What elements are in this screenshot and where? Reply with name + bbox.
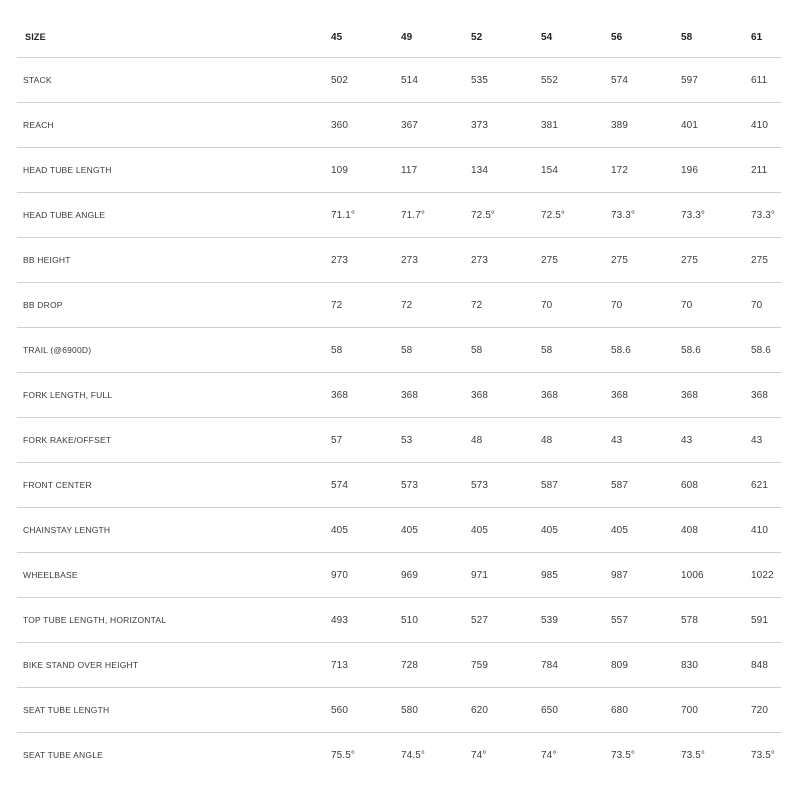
- row-label: TOP TUBE LENGTH, HORIZONTAL: [17, 598, 331, 643]
- table-cell: 43: [681, 418, 751, 463]
- table-cell: 275: [751, 238, 781, 283]
- table-cell: 728: [401, 643, 471, 688]
- table-row: [17, 733, 781, 778]
- table-row: [17, 58, 781, 103]
- table-cell: 53: [401, 418, 471, 463]
- table-cell: 117: [401, 148, 471, 193]
- table-cell: 58: [401, 328, 471, 373]
- row-label: FRONT CENTER: [17, 463, 331, 508]
- table-row: [17, 463, 781, 508]
- table-cell: 560: [331, 688, 401, 733]
- table-row: [17, 238, 781, 283]
- table-cell: 72: [471, 283, 541, 328]
- table-cell: 608: [681, 463, 751, 508]
- table-cell: 591: [751, 598, 781, 643]
- table-cell: 373: [471, 103, 541, 148]
- table-cell: 720: [751, 688, 781, 733]
- table-cell: 70: [611, 283, 681, 328]
- table-cell: 1006: [681, 553, 751, 598]
- table-row: [17, 553, 781, 598]
- table-cell: 368: [471, 373, 541, 418]
- table-cell: 700: [681, 688, 751, 733]
- table-cell: 784: [541, 643, 611, 688]
- table-cell: 72.5°: [471, 193, 541, 238]
- table-cell: 58: [541, 328, 611, 373]
- table-cell: 580: [401, 688, 471, 733]
- table-cell: 405: [541, 508, 611, 553]
- table-cell: 830: [681, 643, 751, 688]
- table-cell: 273: [331, 238, 401, 283]
- table-cell: 58: [331, 328, 401, 373]
- table-cell: 620: [471, 688, 541, 733]
- table-cell: 360: [331, 103, 401, 148]
- table-cell: 410: [751, 508, 781, 553]
- table-cell: 574: [331, 463, 401, 508]
- table-cell: 573: [471, 463, 541, 508]
- table-cell: 368: [541, 373, 611, 418]
- table-cell: 527: [471, 598, 541, 643]
- table-cell: 70: [751, 283, 781, 328]
- table-cell: 74°: [541, 749, 557, 761]
- table-cell: 72.5°: [541, 193, 611, 238]
- size-header-cell: 61: [751, 17, 781, 58]
- table-cell: 680: [611, 688, 681, 733]
- table-row: [17, 283, 781, 328]
- row-label: FORK LENGTH, FULL: [17, 373, 331, 418]
- size-header-cell: 54: [541, 17, 611, 58]
- row-label: SEAT TUBE LENGTH: [17, 688, 331, 733]
- header-row: [17, 17, 781, 58]
- table-row: [17, 688, 781, 733]
- table-row: [17, 418, 781, 463]
- table-cell: 73.3°: [751, 193, 781, 238]
- table-cell: 970: [331, 553, 401, 598]
- table-cell: 587: [611, 463, 681, 508]
- table-cell: 73.5°: [681, 749, 705, 761]
- size-header-cell: 49: [401, 17, 471, 58]
- table-cell: 57: [331, 418, 401, 463]
- size-header-cell: 45: [331, 17, 401, 58]
- table-cell: 273: [471, 238, 541, 283]
- table-row: [17, 148, 781, 193]
- table-cell: 969: [401, 553, 471, 598]
- table-cell: 587: [541, 463, 611, 508]
- table-cell: 273: [401, 238, 471, 283]
- table-cell: 650: [541, 688, 611, 733]
- table-cell: 154: [541, 148, 611, 193]
- table-cell: 405: [331, 508, 401, 553]
- table-cell: 405: [611, 508, 681, 553]
- table-row: [17, 643, 781, 688]
- table-cell: 539: [541, 598, 611, 643]
- table-cell: 557: [611, 598, 681, 643]
- table-cell: 74.5°: [401, 749, 425, 761]
- table-cell: 401: [681, 103, 751, 148]
- table-cell: 58.6: [751, 328, 781, 373]
- table-cell: 502: [331, 58, 401, 103]
- table-cell: 43: [611, 418, 681, 463]
- table-cell: 368: [401, 373, 471, 418]
- table-cell: 410: [751, 103, 781, 148]
- table-cell: 73.3°: [681, 193, 751, 238]
- geometry-table: [17, 17, 781, 777]
- table-cell: 597: [681, 58, 751, 103]
- table-cell: 552: [541, 58, 611, 103]
- table-cell: 985: [541, 553, 611, 598]
- table-cell: 621: [751, 463, 781, 508]
- table-row: [17, 193, 781, 238]
- table-cell: 75.5°: [331, 749, 355, 761]
- row-label: REACH: [17, 103, 331, 148]
- table-cell: 389: [611, 103, 681, 148]
- table-cell: 987: [611, 553, 681, 598]
- row-label: FORK RAKE/OFFSET: [17, 418, 331, 463]
- table-cell: 275: [541, 238, 611, 283]
- table-cell: 713: [331, 643, 401, 688]
- size-header-cell: 58: [681, 17, 751, 58]
- table-cell: 73.5°: [611, 749, 635, 761]
- table-cell: 405: [401, 508, 471, 553]
- table-cell: 48: [541, 418, 611, 463]
- table-cell: 73.3°: [611, 193, 681, 238]
- row-label: STACK: [17, 58, 331, 103]
- row-label: WHEELBASE: [17, 553, 331, 598]
- row-label: CHAINSTAY LENGTH: [17, 508, 331, 553]
- table-cell: 196: [681, 148, 751, 193]
- table-cell: 573: [401, 463, 471, 508]
- table-cell: 71.1°: [331, 193, 401, 238]
- table-cell: 71.7°: [401, 193, 471, 238]
- table-cell: 367: [401, 103, 471, 148]
- table-body: [17, 58, 781, 778]
- table-cell: 381: [541, 103, 611, 148]
- row-label: HEAD TUBE LENGTH: [17, 148, 331, 193]
- row-label: BB HEIGHT: [17, 238, 331, 283]
- table-cell: 48: [471, 418, 541, 463]
- table-cell: 58: [471, 328, 541, 373]
- table-row: [17, 373, 781, 418]
- table-row: [17, 103, 781, 148]
- table-cell: 510: [401, 598, 471, 643]
- table-cell: 535: [471, 58, 541, 103]
- row-label: BIKE STAND OVER HEIGHT: [17, 643, 331, 688]
- table-cell: 848: [751, 643, 781, 688]
- table-cell: 134: [471, 148, 541, 193]
- table-cell: 493: [331, 598, 401, 643]
- table-cell: 368: [681, 373, 751, 418]
- table-cell: 172: [611, 148, 681, 193]
- table-row: [17, 328, 781, 373]
- table-cell: 72: [331, 283, 401, 328]
- table-cell: 759: [471, 643, 541, 688]
- table-cell: 72: [401, 283, 471, 328]
- table-cell: 408: [681, 508, 751, 553]
- table-cell: 514: [401, 58, 471, 103]
- table-row: [17, 598, 781, 643]
- table-cell: 1022: [751, 553, 781, 598]
- table-cell: 368: [611, 373, 681, 418]
- table-cell: 611: [751, 58, 781, 103]
- table-row: [17, 508, 781, 553]
- size-header-cell: 52: [471, 17, 541, 58]
- table-cell: 73.5°: [751, 749, 775, 761]
- table-cell: 43: [751, 418, 781, 463]
- table-cell: 275: [611, 238, 681, 283]
- table-cell: 275: [681, 238, 751, 283]
- size-header-cell: 56: [611, 17, 681, 58]
- size-header-label: SIZE: [17, 17, 331, 58]
- table-cell: 405: [471, 508, 541, 553]
- table-cell: 74°: [471, 749, 487, 761]
- table-cell: 109: [331, 148, 401, 193]
- table-cell: 70: [681, 283, 751, 328]
- table-cell: 58.6: [611, 328, 681, 373]
- table-cell: 578: [681, 598, 751, 643]
- table-cell: 211: [751, 148, 781, 193]
- table-cell: 58.6: [681, 328, 751, 373]
- row-label: SEAT TUBE ANGLE: [23, 750, 104, 760]
- table-cell: 368: [331, 373, 401, 418]
- table-cell: 971: [471, 553, 541, 598]
- table-cell: 574: [611, 58, 681, 103]
- table-cell: 809: [611, 643, 681, 688]
- row-label: HEAD TUBE ANGLE: [17, 193, 331, 238]
- row-label: TRAIL (@6900D): [17, 328, 331, 373]
- row-label: BB DROP: [17, 283, 331, 328]
- table-cell: 368: [751, 373, 781, 418]
- table-cell: 70: [541, 283, 611, 328]
